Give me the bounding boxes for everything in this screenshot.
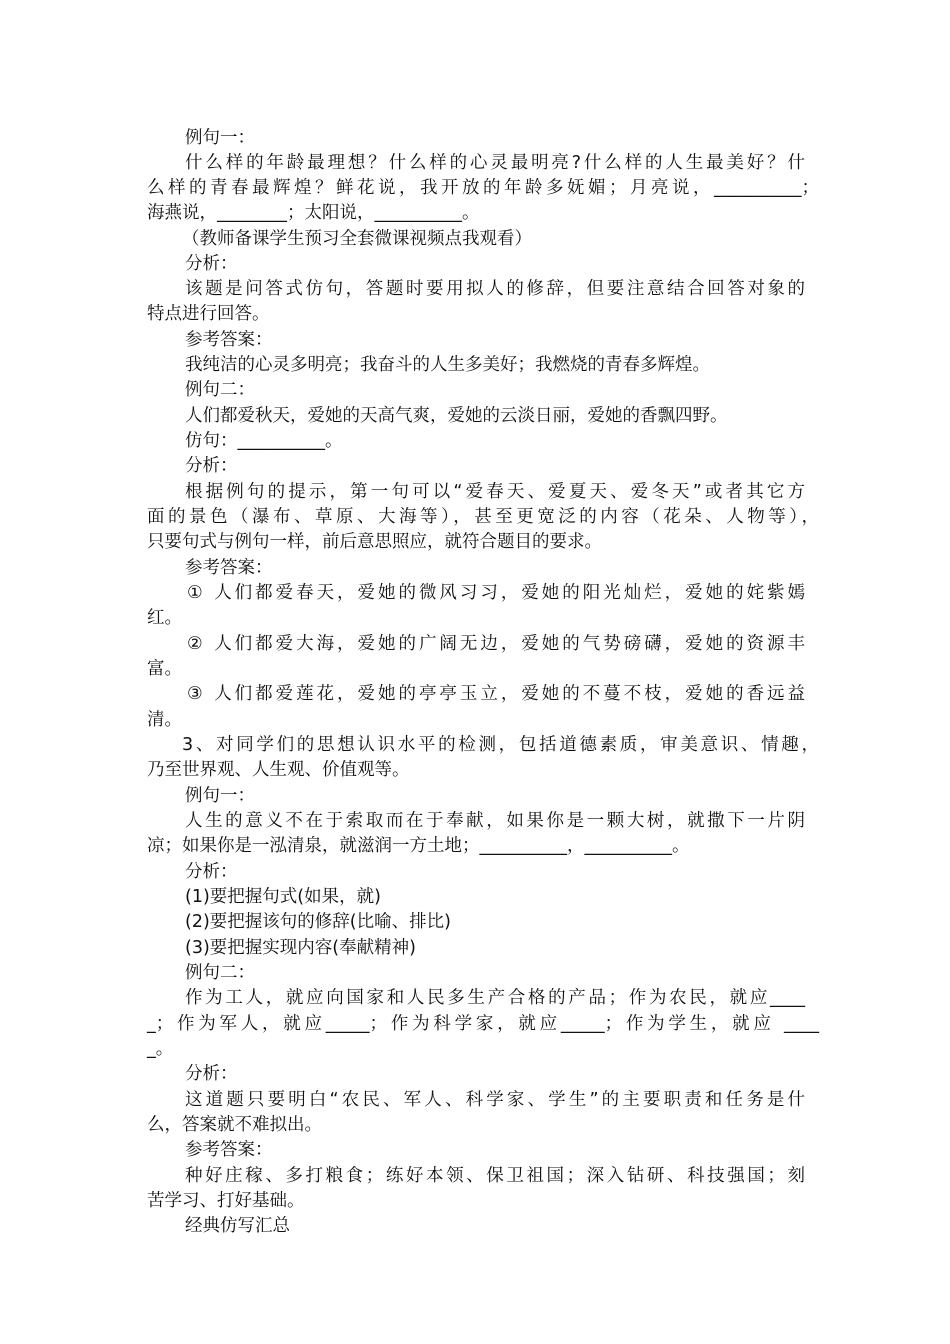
analysis-heading: 分析： — [185, 456, 238, 476]
analysis-heading: 分析： — [185, 862, 238, 882]
video-link-text[interactable]: （教师备课学生预习全套微课视频点我观看） — [182, 229, 532, 249]
paragraph-line: 该题是问答式仿句，答题时要用拟人的修辞，但要注意结合回答对象的 — [185, 279, 805, 299]
paragraph-line: 只要句式与例句一样，前后意思照应，就符合题目的要求。 — [147, 532, 602, 552]
paragraph-line: 什么样的年龄最理想？什么样的心灵最明亮?什么样的人生最美好？什 — [185, 153, 805, 173]
answer-heading: 参考答案： — [185, 1140, 273, 1160]
example-heading: 例句一： — [185, 786, 255, 806]
analysis-point: (1)要把握句式(如果，就) — [185, 887, 381, 907]
paragraph-line: 人生的意义不在于索取而在于奉献，如果你是一颗大树，就撒下一片阴 — [185, 811, 805, 831]
paragraph-line: 海燕说，________；太阳说，__________。 — [147, 203, 480, 223]
paragraph-line: 乃至世界观、人生观、价值观等。 — [147, 760, 410, 780]
answer-heading: 参考答案： — [185, 558, 273, 578]
paragraph-line: 这道题只要明白“农民、军人、科学家、学生”的主要职责和任务是什 — [185, 1090, 805, 1110]
analysis-point: (3)要把握实现内容(奉献精神) — [185, 938, 416, 958]
analysis-point: (2)要把握该句的修辞(比喻、排比) — [185, 912, 451, 932]
answer-item: ② 人们都爱大海，爱她的广阔无边，爱她的气势磅礴，爱她的资源丰 — [187, 634, 805, 654]
paragraph-line: 富。 — [147, 659, 182, 679]
section-heading: 经典仿写汇总 — [185, 1216, 290, 1236]
paragraph-line: 作为工人，就应向国家和人民多生产合格的产品；作为农民，就应____ — [185, 988, 805, 1008]
answer-item: ③ 人们都爱莲花，爱她的亭亭玉立，爱她的不蔓不枝，爱她的香远益 — [187, 684, 805, 704]
paragraph-line: 凉；如果你是一泓清泉，就滋润一方土地；__________，__________。 — [147, 836, 690, 856]
paragraph-line: 根据例句的提示，第一句可以“爱春天、爱夏天、爱冬天”或者其它方 — [185, 482, 805, 502]
section-heading: 3、对同学们的思想认识水平的检测，包括道德素质，审美意识、情趣， — [182, 735, 819, 755]
paragraph-line: 清。 — [147, 710, 182, 730]
example-heading: 例句一： — [185, 128, 255, 148]
paragraph-line: 人们都爱秋天，爱她的天高气爽，爱她的云淡日丽，爱她的香飘四野。 — [185, 406, 728, 426]
paragraph-line: 我纯洁的心灵多明亮；我奋斗的人生多美好；我燃烧的青春多辉煌。 — [185, 355, 710, 375]
paragraph-line: 么，答案就不难拟出。 — [147, 1115, 322, 1135]
paragraph-line: 特点进行回答。 — [147, 304, 270, 324]
paragraph-line: 仿句：__________。 — [185, 431, 343, 451]
example-heading: 例句二： — [185, 963, 255, 983]
paragraph-line: 么样的青春最辉煌？鲜花说，我开放的年龄多妩媚；月亮说，__________； — [147, 178, 819, 198]
answer-heading: 参考答案： — [185, 330, 273, 350]
answer-item: ① 人们都爱春天，爱她的微风习习，爱她的阳光灿烂，爱她的姹紫嫣 — [187, 583, 805, 603]
analysis-heading: 分析： — [185, 254, 238, 274]
paragraph-line: 苦学习、打好基础。 — [147, 1191, 305, 1211]
paragraph-line: _；作为军人，就应_____；作为科学家，就应_____；作为学生，就应 ____ — [147, 1014, 819, 1034]
analysis-heading: 分析： — [185, 1064, 238, 1084]
paragraph-line: 面的景色（瀑布、草原、大海等），甚至更宽泛的内容（花朵、人物等）， — [147, 507, 819, 527]
paragraph-line: 种好庄稼、多打粮食；练好本领、保卫祖国；深入钻研、科技强国；刻 — [185, 1166, 805, 1186]
paragraph-line: _。 — [147, 1039, 174, 1059]
paragraph-line: 红。 — [147, 608, 182, 628]
example-heading: 例句二： — [185, 380, 255, 400]
